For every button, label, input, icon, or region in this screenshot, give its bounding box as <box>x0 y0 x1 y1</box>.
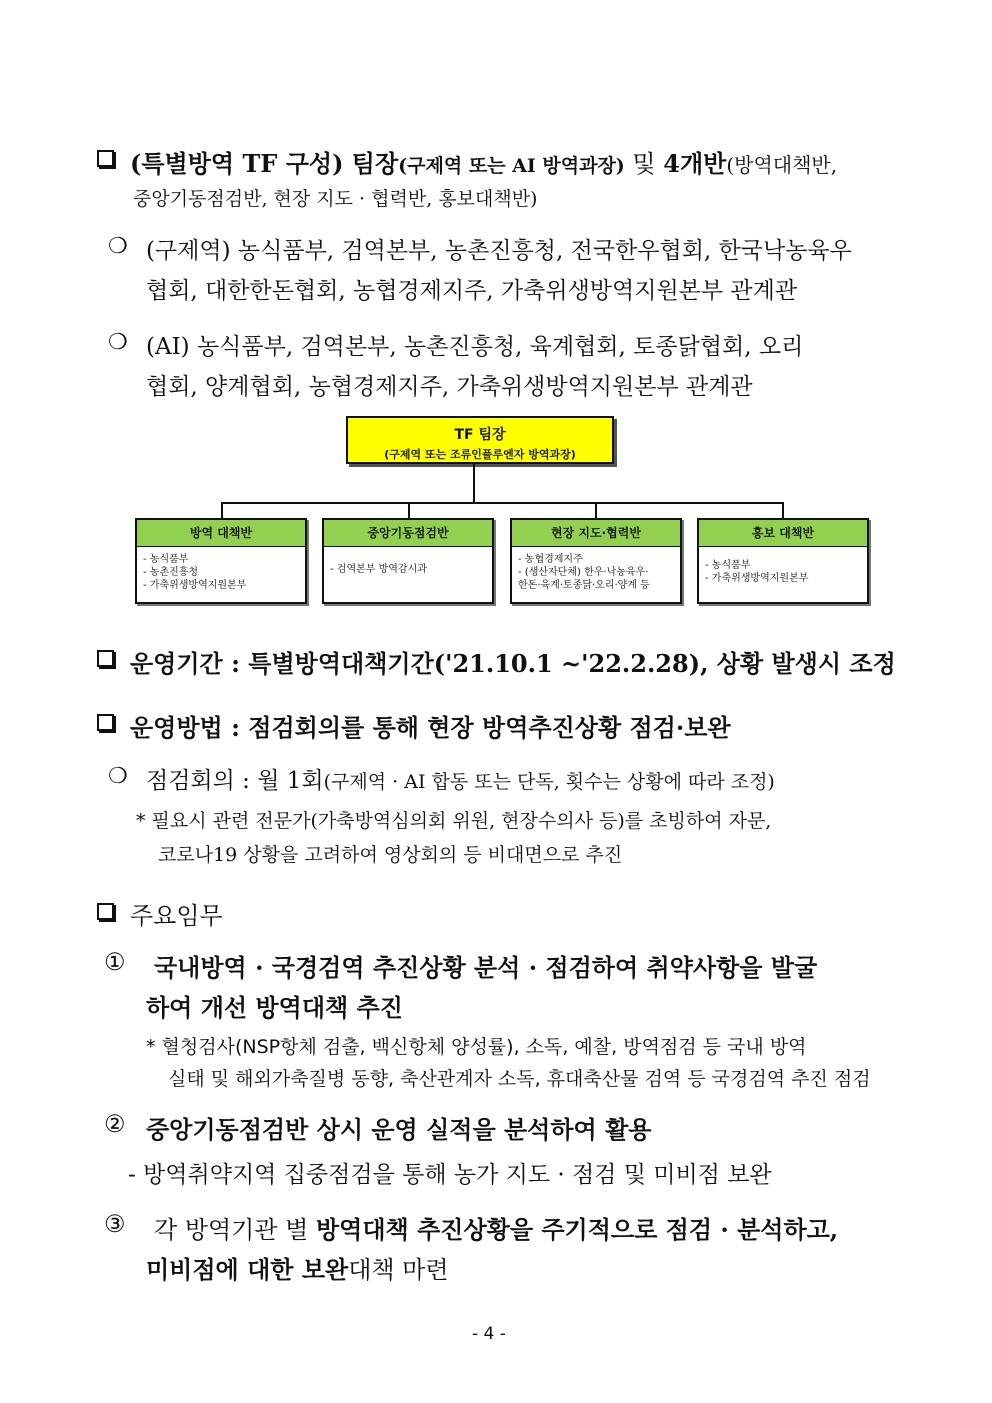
item1-line1: 국내방역 · 국경검역 추진상황 분석 · 점검하여 취약사항을 발굴 <box>154 953 818 982</box>
org-team-member: - 검역본부 방역감시과 <box>330 564 427 575</box>
org-team-member: - 농촌진흥청 <box>143 567 199 578</box>
item2-text: 중앙기동점검반 상시 운영 실적을 분석하여 활용 <box>146 1115 652 1144</box>
org-top-title: TF 팀장 <box>454 427 506 443</box>
checkbox-square-icon <box>97 650 114 667</box>
org-team-box <box>322 518 494 604</box>
checkbox-square-icon <box>97 714 114 731</box>
item3-a: 각 방역기관 별 <box>154 1216 316 1244</box>
section3-note1: * 필요시 관련 전문가(가축방역심의회 위원, 현장수의사 등)를 초빙하여 자문, <box>136 810 772 832</box>
org-team-name: 방역 대책반 <box>137 520 305 547</box>
circle-bullet-icon: ❍ <box>108 764 128 789</box>
ai-line2: 협회, 양계협회, 농협경제지주, 가축위생방역지원본부 관계관 <box>146 374 753 400</box>
item1-line2: 하여 개선 방역대책 추진 <box>146 993 403 1022</box>
org-top-subtitle: (구제역 또는 조류인플루엔자 방역과장) <box>384 448 576 461</box>
section3-note2: 코로나19 상황을 고려하여 영상회의 등 비대면으로 추진 <box>158 844 623 866</box>
org-connector-drop <box>221 502 223 518</box>
org-team-member: - (생산자단체) 한우·낙농육우· <box>518 567 649 578</box>
section1-header-line2: 중앙기동점검반, 현장 지도 · 협력반, 홍보대책반) <box>133 188 538 210</box>
org-team-box <box>135 518 307 604</box>
circle-bullet-icon: ❍ <box>108 330 128 355</box>
org-team-member: - 가축위생방역지원본부 <box>705 573 809 584</box>
org-connector-drop <box>408 502 410 518</box>
item3-number: ③ <box>104 1210 126 1238</box>
item3-line1 <box>154 1210 838 1245</box>
org-team-member: - 농식품부 <box>705 560 751 571</box>
section3-bullet-text: 점검회의 : 월 1회 <box>146 768 324 794</box>
section2-label: 운영기간 : 특별방역대책기간('21.10.1 ~'22.2.28), 상황 발생시 조정 <box>130 649 896 678</box>
ai-line1: (AI) 농식품부, 검역본부, 농촌진흥청, 육계협회, 토종닭협회, 오리 <box>146 334 804 360</box>
org-team-member: 한돈·육계·토종닭·오리·양계 등 <box>518 580 650 591</box>
section1-bold1: (특별방역 TF 구성) 팀장 <box>130 149 399 178</box>
item3-line2-rest: 대책 마련 <box>348 1256 449 1284</box>
fmd-line1: (구제역) 농식품부, 검역본부, 농촌진흥청, 전국한우협회, 한국낙농육우 <box>146 238 852 264</box>
section2-text <box>130 644 896 679</box>
org-team-name: 홍보 대책반 <box>699 520 867 547</box>
org-team-name: 현장 지도·협력반 <box>512 520 680 547</box>
item1-number: ① <box>104 948 126 976</box>
section1-bold-paren: (구제역 또는 AI 방역과장) <box>398 155 625 177</box>
org-team-member: - 농협경제지주 <box>518 554 583 565</box>
section1-bold2: 4개반 <box>663 149 727 178</box>
section1-paren-a: (방역대책반, <box>726 153 838 177</box>
org-connector-drop <box>782 502 784 518</box>
org-team-member: - 가축위생방역지원본부 <box>143 580 247 591</box>
org-connector-vertical <box>473 464 475 504</box>
item2-number: ② <box>104 1110 126 1138</box>
section1-mid: 및 <box>624 150 664 178</box>
section3-bullet <box>146 762 775 795</box>
item1-note1: * 혈청검사(NSP항체 검출, 백신항체 양성률), 소독, 예찰, 방역점검 등 국내 방역 <box>146 1036 807 1058</box>
checkbox-square-icon <box>97 903 114 920</box>
org-chart-top-box <box>346 416 614 464</box>
item3-line2 <box>146 1250 449 1285</box>
section1-header <box>130 144 837 179</box>
checkbox-square-icon <box>97 150 114 167</box>
item3-line2-bold: 미비점에 대한 보완 <box>146 1255 349 1284</box>
org-connector-horizontal <box>221 502 784 504</box>
item2-sub: - 방역취약지역 집중점검을 통해 농가 지도 · 점검 및 미비점 보완 <box>128 1162 772 1188</box>
org-team-member: - 농식품부 <box>143 554 189 565</box>
org-team-name: 중앙기동점검반 <box>324 520 492 547</box>
section3-title: 운영방법 : 점검회의를 통해 현장 방역추진상황 점검·보완 <box>130 713 731 742</box>
fmd-line2: 협회, 대한한돈협회, 농협경제지주, 가축위생방역지원본부 관계관 <box>146 278 798 304</box>
item3-b: 방역대책 추진상황을 주기적으로 점검 · 분석하고, <box>316 1215 839 1244</box>
item1-note2: 실태 및 해외가축질병 동향, 축산관계자 소독, 휴대축산물 검역 등 국경검역 추진 점검 <box>168 1068 871 1090</box>
org-team-box <box>697 518 869 604</box>
section3-bullet-paren: (구제역 · AI 합동 또는 단독, 횟수는 상황에 따라 조정) <box>323 771 775 793</box>
org-team-box <box>510 518 682 604</box>
org-connector-drop <box>595 502 597 518</box>
circle-bullet-icon: ❍ <box>108 234 128 259</box>
page-number: - 4 - <box>472 1324 506 1344</box>
section4-title: 주요임무 <box>130 902 223 930</box>
